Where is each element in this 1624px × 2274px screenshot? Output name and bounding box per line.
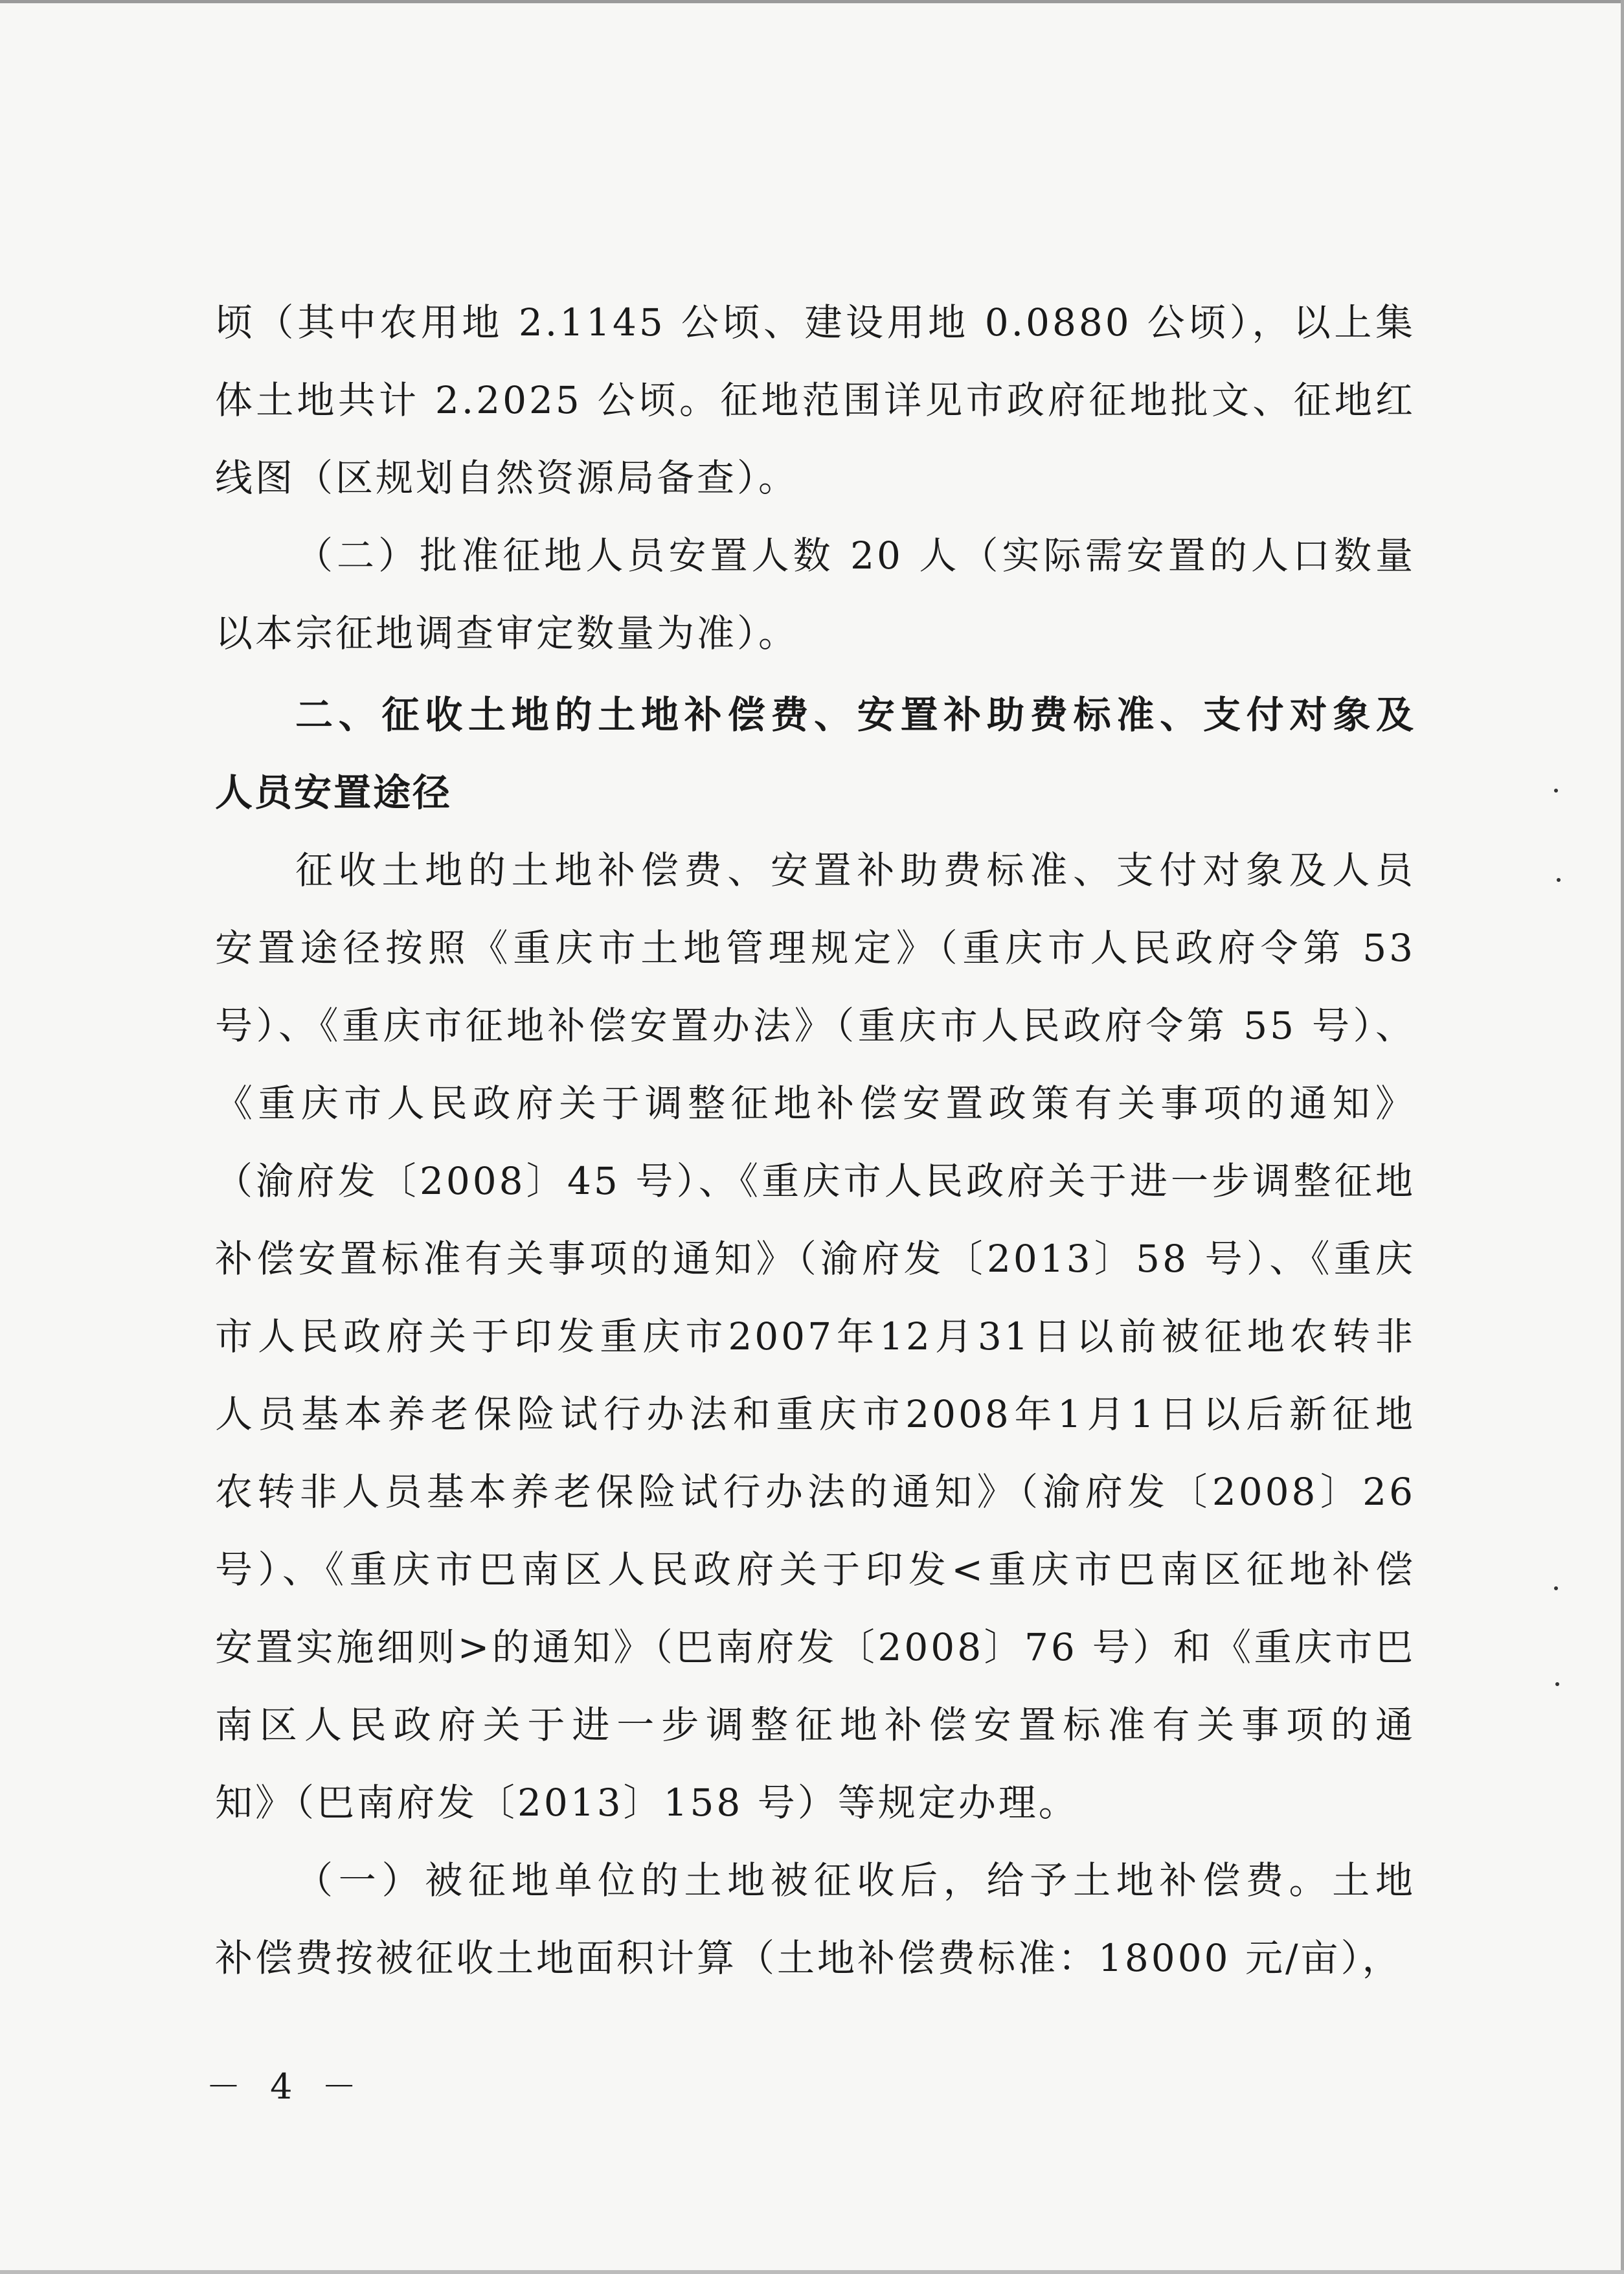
text-line: 安置途径按照《重庆市土地管理规定》（重庆市人民政府令第 53 xyxy=(215,926,1415,970)
scan-speck xyxy=(1555,1682,1559,1686)
text-line: 顷（其中农用地 2.1145 公顷、建设用地 0.0880 公顷），以上集 xyxy=(215,300,1415,344)
text-line: 征收土地的土地补偿费、安置补助费标准、支付对象及人员 xyxy=(295,848,1415,892)
text-line: 市人民政府关于印发重庆市2007年12月31日以前被征地农转非 xyxy=(215,1314,1415,1358)
text-line: 线图（区规划自然资源局备查）。 xyxy=(215,456,799,500)
text-line: 补偿费按被征收土地面积计算（土地补偿费标准：18000 元/亩）， xyxy=(215,1936,1403,1980)
section-heading: 人员安置途径 xyxy=(215,771,453,815)
text-line: 农转非人员基本养老保险试行办法的通知》（渝府发〔2008〕26 xyxy=(215,1470,1415,1514)
scan-speck xyxy=(1557,878,1561,882)
scan-speck xyxy=(1554,789,1558,793)
text-line: （渝府发〔2008〕45 号）、《重庆市人民政府关于进一步调整征地 xyxy=(215,1159,1415,1203)
scan-speck xyxy=(1554,1586,1558,1590)
text-line: 体土地共计 2.2025 公顷。征地范围详见市政府征地批文、征地红 xyxy=(215,378,1415,422)
scan-bottom-edge xyxy=(0,2270,1624,2274)
text-line: 人员基本养老保险试行办法和重庆市2008年1月1日以后新征地 xyxy=(215,1392,1415,1436)
text-line: 号）、《重庆市巴南区人民政府关于印发<重庆市巴南区征地补偿 xyxy=(215,1548,1415,1592)
text-line: 号）、《重庆市征地补偿安置办法》（重庆市人民政府令第 55 号）、 xyxy=(215,1004,1415,1048)
scan-right-edge xyxy=(1621,0,1624,2274)
scan-top-edge xyxy=(0,0,1624,3)
document-body xyxy=(215,284,1415,1997)
text-line: 南区人民政府关于进一步调整征地补偿安置标准有关事项的通 xyxy=(215,1703,1415,1747)
text-line: 《重庆市人民政府关于调整征地补偿安置政策有关事项的通知》 xyxy=(215,1081,1415,1125)
text-line: （二）批准征地人员安置人数 20 人（实际需安置的人口数量 xyxy=(295,534,1415,578)
page-number: － 4 － xyxy=(206,2066,366,2107)
text-line: 以本宗征地调查审定数量为准）。 xyxy=(215,611,799,655)
section-heading: 二、征收土地的土地补偿费、安置补助费标准、支付对象及 xyxy=(295,693,1415,737)
text-line: 补偿安置标准有关事项的通知》（渝府发〔2013〕58 号）、《重庆 xyxy=(215,1237,1415,1281)
text-line: 知》（巴南府发〔2013〕158 号）等规定办理。 xyxy=(215,1781,1079,1825)
text-line: （一）被征地单位的土地被征收后，给予土地补偿费。土地 xyxy=(295,1858,1415,1902)
text-line: 安置实施细则>的通知》（巴南府发〔2008〕76 号）和《重庆市巴 xyxy=(215,1625,1415,1669)
